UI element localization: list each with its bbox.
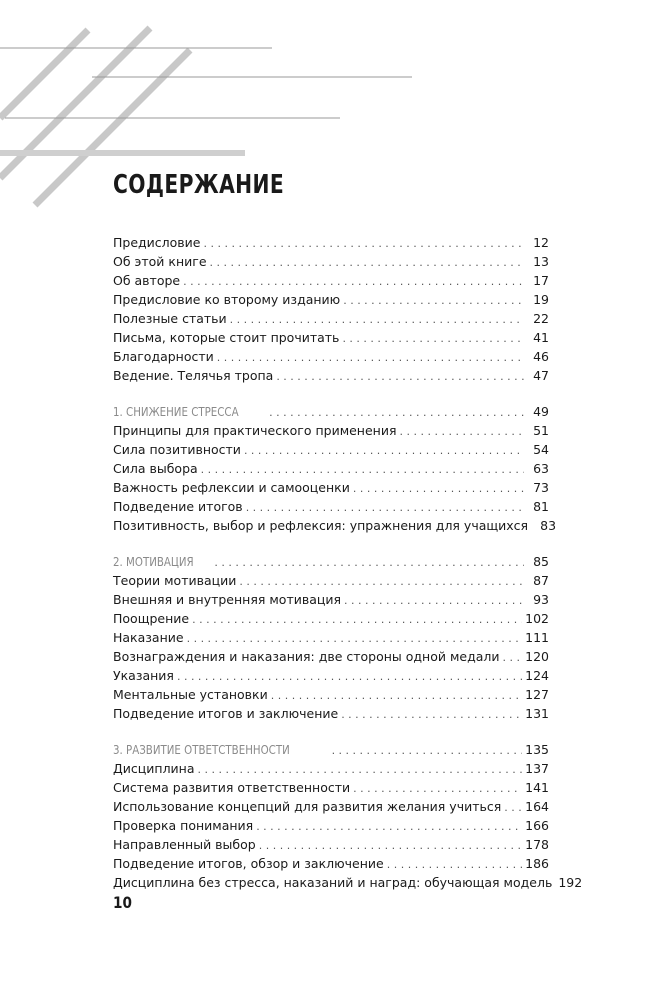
toc-entry-page: 102 [525, 611, 549, 626]
toc-entry-label: Теории мотивации [113, 573, 237, 588]
toc-entry[interactable] [113, 252, 549, 271]
toc-entry[interactable] [113, 873, 583, 892]
dot-leader [187, 629, 523, 648]
toc-entry-page: 120 [525, 649, 549, 664]
toc-entry[interactable] [113, 347, 549, 366]
dot-leader [269, 403, 524, 422]
dot-leader [246, 498, 524, 517]
dot-leader [341, 705, 522, 724]
toc-entry-label: Об этой книге [113, 254, 207, 269]
toc-entry-label: Внешняя и внутренняя мотивация [113, 592, 342, 607]
toc-entry-page: 164 [525, 799, 549, 814]
chapter-title: 2. МОТИВАЦИЯ [113, 554, 194, 569]
dot-leader [387, 855, 522, 874]
dot-leader [256, 817, 522, 836]
toc-entry-page: 131 [525, 706, 549, 721]
chapter-page: 85 [533, 554, 549, 569]
toc-entry-page: 93 [533, 592, 549, 607]
toc-entry[interactable] [113, 328, 549, 347]
toc-entry-page: 46 [533, 349, 549, 364]
toc-entry[interactable] [113, 647, 549, 666]
toc-entry-label: Письма, которые стоит прочитать [113, 330, 340, 345]
toc-entry-label: Система развития ответственности [113, 780, 351, 795]
toc-entry[interactable] [113, 778, 549, 797]
table-of-contents [113, 233, 583, 909]
dot-leader [400, 422, 525, 441]
toc-entry-label: Проверка понимания [113, 818, 254, 833]
toc-entry[interactable] [113, 590, 549, 609]
toc-entry-page: 192 [558, 875, 583, 890]
toc-section-chapter-1 [113, 402, 557, 535]
toc-entry-page: 19 [533, 292, 549, 307]
toc-entry-page: 73 [533, 480, 549, 495]
toc-entry-label: Ведение. Телячья тропа [113, 368, 274, 383]
toc-entry-label: Использование концепций для развития желания учиться [113, 799, 502, 814]
toc-entry[interactable] [113, 516, 557, 535]
toc-entry-label: Сила позитивности [113, 442, 241, 457]
toc-entry[interactable] [113, 309, 549, 328]
toc-entry-label: Поощрение [113, 611, 190, 626]
toc-entry-page: 47 [533, 368, 549, 383]
toc-entry-label: Подведение итогов и заключение [113, 706, 339, 721]
toc-entry-page: 178 [525, 837, 549, 852]
toc-entry-page: 13 [533, 254, 549, 269]
toc-entry[interactable] [113, 478, 549, 497]
toc-entry-label: Предисловие ко второму изданию [113, 292, 341, 307]
toc-entry-label: Ментальные установки [113, 687, 268, 702]
toc-entry-label: Направленный выбор [113, 837, 256, 852]
toc-entry-label: Подведение итогов, обзор и заключение [113, 856, 384, 871]
toc-entry-page: 12 [533, 235, 549, 250]
toc-entry[interactable] [113, 366, 549, 385]
toc-entry-page: 54 [533, 442, 549, 457]
toc-entry-label: Вознаграждения и наказания: две стороны одной медали [113, 649, 500, 664]
toc-section-front [113, 233, 549, 385]
dot-leader [214, 553, 524, 572]
dot-leader [203, 234, 524, 253]
toc-entry-page: 137 [525, 761, 549, 776]
dot-leader [503, 648, 523, 667]
toc-entry-page: 22 [533, 311, 549, 326]
toc-entry-label: Указания [113, 668, 174, 683]
dot-leader [177, 667, 522, 686]
toc-entry[interactable] [113, 440, 549, 459]
chapter-title: 1. СНИЖЕНИЕ СТРЕССА [113, 404, 239, 419]
toc-section-chapter-2 [113, 552, 549, 723]
dot-leader [343, 291, 524, 310]
toc-entry-label: Принципы для практического применения [113, 423, 397, 438]
toc-entry-label: Об авторе [113, 273, 181, 288]
toc-chapter-heading[interactable] [113, 552, 549, 571]
toc-entry[interactable] [113, 685, 549, 704]
toc-entry[interactable] [113, 854, 549, 873]
toc-entry-page: 63 [533, 461, 549, 476]
dot-leader [201, 460, 524, 479]
dot-leader [210, 253, 524, 272]
toc-entry-label: Наказание [113, 630, 184, 645]
dot-leader [198, 760, 523, 779]
toc-entry[interactable] [113, 628, 549, 647]
toc-entry[interactable] [113, 459, 549, 478]
toc-entry-page: 87 [533, 573, 549, 588]
toc-entry[interactable] [113, 759, 549, 778]
toc-entry[interactable] [113, 797, 549, 816]
toc-entry-label: Сила выбора [113, 461, 198, 476]
toc-entry-label: Полезные статьи [113, 311, 227, 326]
toc-entry[interactable] [113, 233, 549, 252]
toc-entry[interactable] [113, 290, 549, 309]
toc-entry-label: Предисловие [113, 235, 201, 250]
toc-entry-label: Подведение итогов [113, 499, 243, 514]
toc-entry-page: 186 [525, 856, 549, 871]
toc-entry[interactable] [113, 704, 549, 723]
toc-entry-page: 141 [525, 780, 549, 795]
dot-leader [230, 310, 524, 329]
toc-entry-page: 51 [533, 423, 549, 438]
dot-leader [192, 610, 522, 629]
dot-leader [504, 798, 522, 817]
toc-entry-label: Дисциплина без стресса, наказаний и наград: обучающая модель [113, 875, 553, 890]
toc-chapter-heading[interactable] [113, 740, 549, 759]
toc-entry[interactable] [113, 497, 549, 516]
toc-entry-page: 124 [525, 668, 549, 683]
dot-leader [276, 367, 524, 386]
toc-entry-label: Позитивность, выбор и рефлексия: упражнения для учащихся [113, 518, 529, 533]
dot-leader [344, 591, 524, 610]
toc-entry[interactable] [113, 571, 549, 590]
toc-entry[interactable] [113, 816, 549, 835]
toc-entry-label: Благодарности [113, 349, 214, 364]
toc-entry-page: 111 [525, 630, 549, 645]
toc-entry[interactable] [113, 666, 549, 685]
dot-leader [342, 329, 524, 348]
toc-entry[interactable] [113, 835, 549, 854]
page-number: 10 [113, 893, 132, 912]
dot-leader [244, 441, 524, 460]
decorative-stripes [0, 0, 420, 240]
page-title: СОДЕРЖАНИЕ [113, 170, 285, 200]
toc-entry-page: 166 [525, 818, 549, 833]
dot-leader [332, 741, 523, 760]
chapter-page: 135 [525, 742, 549, 757]
dot-leader [353, 479, 524, 498]
dot-leader [183, 272, 524, 291]
toc-entry-label: Дисциплина [113, 761, 195, 776]
dot-leader [353, 779, 522, 798]
dot-leader [271, 686, 522, 705]
toc-entry[interactable] [113, 609, 549, 628]
dot-leader [217, 348, 524, 367]
toc-chapter-heading[interactable] [113, 402, 549, 421]
toc-entry-page: 81 [533, 499, 549, 514]
chapter-page: 49 [533, 404, 549, 419]
toc-entry-label: Важность рефлексии и самооценки [113, 480, 350, 495]
dot-leader [239, 572, 524, 591]
toc-section-chapter-3 [113, 740, 583, 892]
toc-entry-page: 17 [533, 273, 549, 288]
toc-entry[interactable] [113, 421, 549, 440]
toc-entry[interactable] [113, 271, 549, 290]
chapter-title: 3. РАЗВИТИЕ ОТВЕТСТВЕННОСТИ [113, 742, 290, 757]
dot-leader [259, 836, 522, 855]
toc-entry-page: 41 [533, 330, 549, 345]
toc-entry-page: 127 [525, 687, 549, 702]
toc-entry-page: 83 [540, 518, 557, 533]
